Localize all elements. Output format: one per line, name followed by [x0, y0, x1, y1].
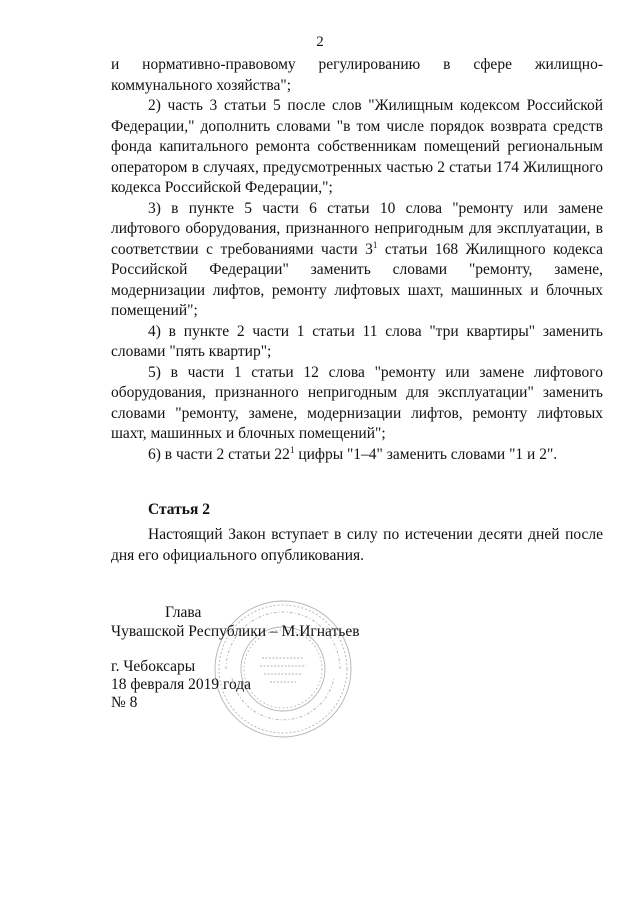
paragraph-item-6	[111, 445, 603, 466]
paragraph-continuation: и нормативно-правовому регулированию в сфере жилищно-коммунального хозяйства";	[111, 56, 603, 94]
article-heading: Статья 2	[148, 501, 210, 518]
superscript: 1	[289, 444, 295, 455]
signature-title: Глава	[165, 604, 202, 621]
paragraph-item-6-part1: 6) в части 2 статьи 22	[148, 445, 290, 463]
paragraph-item-5: 5) в части 1 статьи 12 слова "ремонту или замене лифтового оборудования, признанного непригодным для эксплуатации" заменить словами "ремонту, замене, модернизации лифтов, ремонту лифтовых шахт, машинных и блочных помещений";	[111, 363, 603, 442]
paragraph-item-3-part1: 3) в пункте 5 части 6 статьи 10 слова "ремонту или замене лифтового оборудования, признанного непригодным для эксплуатации, в соответствии с требованиями части 3	[111, 199, 603, 258]
article-text: Настоящий Закон вступает в силу по истечении десяти дней после дня его официального опубликования.	[111, 526, 603, 564]
signature-number: № 8	[111, 694, 138, 711]
signature-city: г. Чебоксары	[111, 658, 196, 675]
paragraph-item-6-part2: цифры "1–4" заменить словами "1 и 2".	[294, 445, 558, 463]
signature-date: 18 февраля 2019 года	[111, 676, 252, 693]
superscript: 1	[372, 239, 378, 250]
signature-name: Чувашской Республики – М.Игнатьев	[111, 623, 360, 640]
page-number: 2	[316, 34, 324, 50]
paragraph-item-4: 4) в пункте 2 части 1 статьи 11 слова "три квартиры" заменить словами "пять квартир";	[111, 322, 603, 360]
official-stamp-icon	[212, 598, 354, 740]
document-body	[111, 55, 603, 465]
paragraph-item-3-part2: статьи 168 Жилищного кодекса Российской Федерации" заменить словами "ремонту, замене, модернизации лифтов, ремонту лифтовых шахт, машинных и блочных помещений";	[111, 240, 603, 319]
paragraph-item-3	[111, 199, 603, 322]
paragraph-item-2: 2) часть 3 статьи 5 после слов "Жилищным кодексом Российской Федерации," дополнить словами "в том числе порядок возврата средств фонда капитального ремонта собственникам помещений региональным оператором в случаях, предусмотренных частью 2 статьи 174 Жилищного кодекса Российской Федерации,";	[111, 97, 603, 196]
